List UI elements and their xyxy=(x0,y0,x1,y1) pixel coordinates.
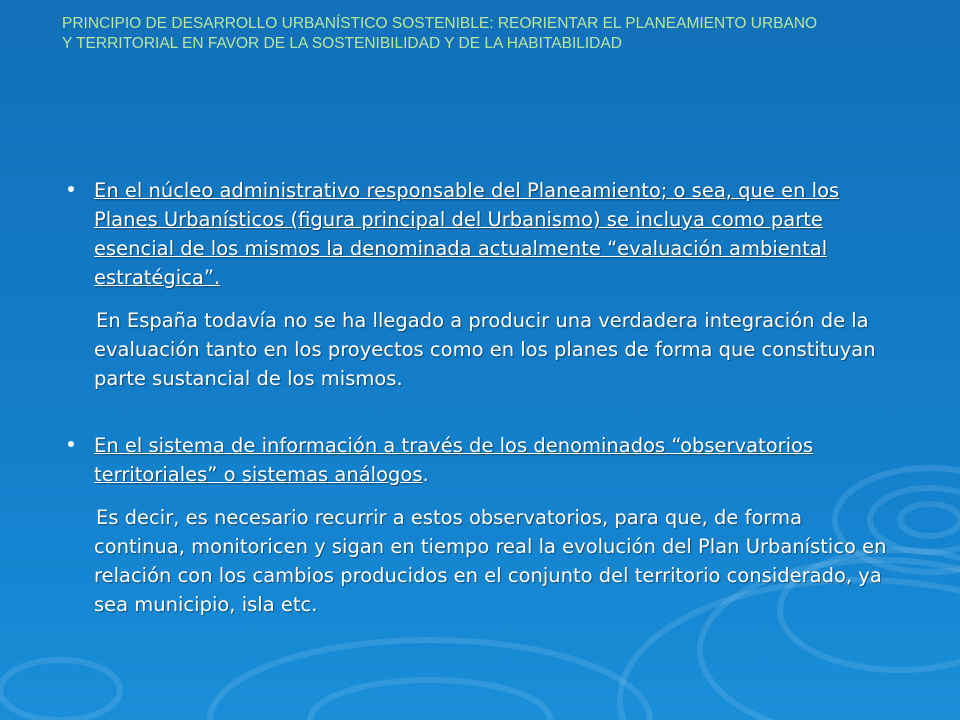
slide-content xyxy=(62,176,892,619)
slide-title: PRINCIPIO DE DESARROLLO URBANÍSTICO SOSTENIBLE: REORIENTAR EL PLANEAMIENTO URBANO Y TERRITORIAL EN FAVOR DE LA SOSTENIBILIDAD Y DE LA HABITABILIDAD xyxy=(62,15,818,52)
bullet-detail-text: Es decir, es necesario recurrir a estos observatorios, para que, de forma continua, monitoricen y sigan en tiempo real la evolución del Plan Urbanístico en relación con los cambios producidos en el conjunto del territorio considerado, ya sea municipio, isla etc. xyxy=(94,506,887,616)
bullet-dot-icon xyxy=(68,441,74,447)
bullet-lead-rest: . xyxy=(422,463,429,486)
bullet-lead-text xyxy=(94,431,892,489)
bullet-dot-icon xyxy=(68,186,74,192)
bullet-item-1 xyxy=(62,176,892,393)
bullet-lead-underlined: En el núcleo administrativo responsable del Planeamiento; o sea, que en los Planes Urbanísticos (figura principal del Urbanismo) se incluya como parte esencial de los mismos la denominada actualmente “evaluación ambiental estratégica”. xyxy=(94,179,840,289)
bullet-detail-text: En España todavía no se ha llegado a producir una verdadera integración de la evaluación tanto en los proyectos como en los planes de forma que constituyan parte sustancial de los mismos. xyxy=(94,309,876,390)
bullet-item-2 xyxy=(62,431,892,619)
bullet-lead-underlined: En el sistema de información a través de los denominados “observatorios territoriales” o sistemas análogos xyxy=(94,434,814,486)
bullet-lead-text xyxy=(94,176,892,292)
